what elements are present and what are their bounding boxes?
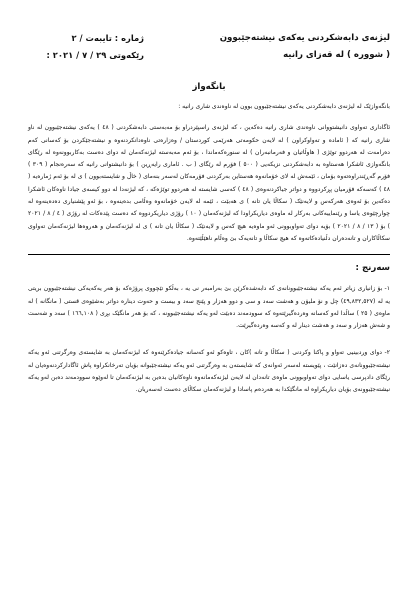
letterhead (28, 30, 390, 64)
intro-paragraph: بانگەوازێک لە لیژنەی دابەشکردنی یەکەی نیشتەجێبوون بوون لە ناوەندی شاری رانیە : (178, 103, 390, 110)
reference-number-value: : تایبەت / ٢ (71, 33, 119, 43)
reference-date-row (34, 47, 144, 64)
reference-number-label: ژمارە (121, 33, 144, 43)
notes-heading: سەرنج : (355, 263, 390, 274)
organization-block (170, 30, 390, 64)
reference-date-value: : ٢٩ / ٧ / ٢٠٢١ (46, 50, 107, 60)
body-paragraph: ئاگاداری تەواوی دانیشتووانی ناوەندی شاری رانیە دەکەین ، کە لیژنەی راسپێردراو بۆ مەبەستی دابەشکردنی ( ٤٨ ) یەکەی نیشتەجێبوون لە ناو شاری رانیە کە ( ئامادە و تەواوکراون ) لە لایەن حکومەتی هەرێمی کوردستان / وەزارەتی ناوەدانکردنەوە و نیشتەجێکردن بۆ کەسانی کەم دەرامەت لە هەردوو توێژی ( هاوڵاتیان و فەرمانبەران ) لە سنورەکەماندا ، بۆ ئەم مەبەستە لیژنەکەمان لە دوای دەست بەکاربوونەوە لە رێگای بانگەوازی ئاشکرا هەستاوە بە دابەشکردنی نزیکەیی ( ٥٠٠ ) فۆرم لە رێگای ( ب . ئاماری رایەڕین ) بۆ دانیشتوانی رانیە کە سەرەنجام ( ٣٠٩ ) فۆرم گەڕێندراوەتەوە بۆمان ، ئێمەش لە لای خۆمانەوە هەستاین بەرکردنی فۆرمەکان لەسەر بنەمای ( خاڵ و شایستەبوون ) ی لە بۆ ئەم ژمارەیە ( ٤٨ ) کەسەکە فۆرمیان پڕکردووە و دواتر جیاکردنەوەی ( ٤٨ ) کەسی شایستە لە هەردوو توێژەکە ، کە لیژنەدا لە دوو کیسەی جیادا ناوەکان ئاشکرا دەکەین بۆ ئەوەی هەرکەس و لایەنێک ( سکاڵا یان تانە ) ی هەبێت ، ئێمە لە لایەن خۆمانەوە وەڵامی بدەینەوە ، بۆ ئەو پێشنیاری دەدەینەوە لە چوارچێوەی یاسا و رێنماییەکانی بەرکار لە ماوەی دیاریکراودا کە لیژنەکەمان ( ١٠ ) رۆژی دیاریکردووە کە دەست پێدەکات لە رۆژی ( ٤ / ٨ / ٢٠٢١ ) بۆ ( ١٣ / ٨ / ٢٠٢١ ) بۆیە دوای تەواوبوونی ئەو ماوەیە هیچ کەس و لایەنێک ( سکاڵا یان تانە ) ی لە لیژنەکەمان و هەروەها لیژنەکەمان تەواوی سکاڵاکاران و تانەدەران دڵنیادەکاتەوە کە هیچ سکاڵا و تانەیەک بێ وەڵام ناهێڵێتەوە. (28, 124, 391, 242)
organization-name: لیژنەی دابەشکردنی یەکەی نیشتەجێبوون (219, 33, 390, 43)
document-title: بانگەواز (192, 82, 226, 92)
section-divider (28, 254, 390, 255)
reference-block (34, 30, 144, 64)
reference-date-label: رێکەوتی (109, 50, 144, 60)
reference-number-row (34, 30, 144, 47)
organization-location: ( شوورە ) لە قەزای رانیە (283, 50, 390, 60)
note-item: ٢- دوای وردبینیی تەواو و پاکنا وکردنی ( سکاڵا و تانە )کان ، تاوەکو ئەو کەسانە جیادەکرێنەوە کە لیژنەکەمان بە شایستەی وەرگرتنی ئەو یەکە نیشتەجێبوونانەی دەزانێت ، پێویستە لەسەر ئەوانەی کە شایستەن بە وەرگرتنی ئەو یەکە نیشتەجێبوانە بۆیان تەرخانکراوە پاش ئاگادارکردنەوەیان لە رێگای دادپرسی یاسایی دوای تەواوبوونی ماوەی تانەدان لە لایەن لیژنەکەمانەوە ناوەکانیان بدەین بە لیژنەکەمان تا لەوێوە سوودمەند دەبن لەو یەکە نیشتەجێبوونەی بۆیان دیاریکراوە لە مانگێکدا بە هەردەم پاسادا و لیژنەکەمان سکاڵای دەست لەسەریان. (28, 349, 390, 394)
note-item: ١- بۆ زانیاری زیاتر ئەم یەکە نیشتەجێبوونانەی کە دابەشدەکرێن بێ بەرامبەر نی یە ، بەڵکو تێچووی پرۆژەکە بۆ هەر یەکەیەکی نیشتەجێبوون بریتی یە لە (٤٩,٨٣٢,٥٢٧) چل و نۆ ملیۆن و هەشت سەد و سی و دوو هەزار و پێنج سەد و بیست و حەوت دینارە دواتر بەشێوەی قستی ( مانگانە ) لە ماوەی ( ٢٥ ) ساڵدا لەو کەسانە وەردەگیرێتەوە کە سوودمەند دەبێت لەو یەکە نیشتەجێبوونە ، کە بۆ هەر مانگێک بڕی ( ١٦٦,١٠٨ ) سەد و شەست و شەش هەزار و سەد و هەشت دینار لە و کەسە وەردەگیرێت. (28, 285, 390, 330)
